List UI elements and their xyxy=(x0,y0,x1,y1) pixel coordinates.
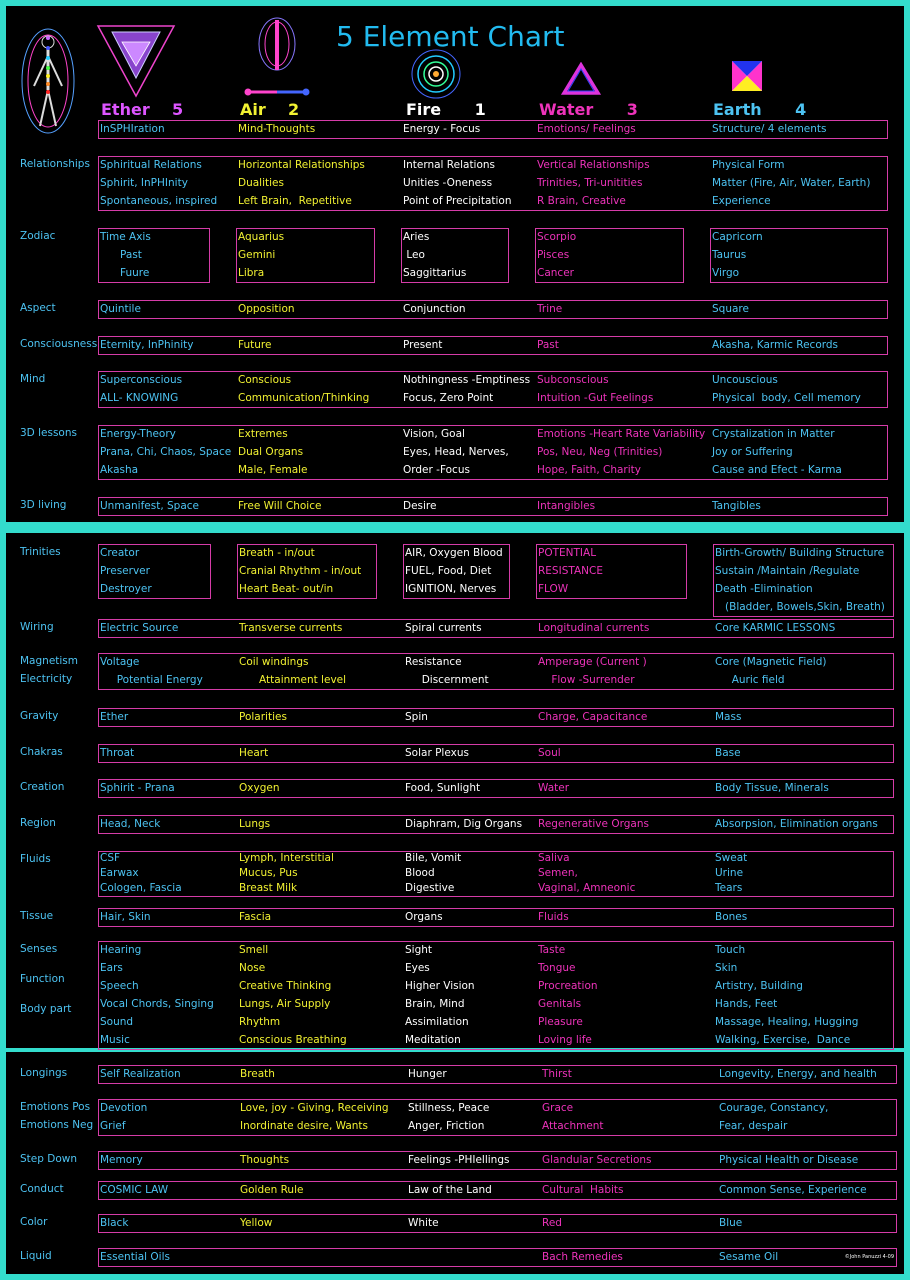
cell-text: Touch xyxy=(715,944,746,956)
cell-text: Matter (Fire, Air, Water, Earth) xyxy=(712,177,871,189)
cell-text: FUEL, Food, Diet xyxy=(405,565,492,577)
cell-text: Vocal Chords, Singing xyxy=(100,998,214,1010)
cell-text: ALL- KNOWING xyxy=(100,392,179,404)
cell-text: Hearing xyxy=(100,944,142,956)
cell-text: Nothingness -Emptiness xyxy=(403,374,531,386)
cell-text: Sphiritual Relations xyxy=(100,159,202,171)
cell-text: Longevity, Energy, and health xyxy=(719,1068,877,1080)
cell-text: Amperage (Current ) xyxy=(538,656,647,668)
cell-text: Skin xyxy=(715,962,738,974)
header-fire xyxy=(406,100,486,119)
cell-text: Taste xyxy=(538,944,566,956)
cell-text: Virgo xyxy=(712,267,740,279)
cell-text: Loving life xyxy=(538,1034,592,1046)
cell-text: Conjunction xyxy=(403,303,466,315)
row-label: Emotions Neg xyxy=(20,1119,94,1131)
cell-text: Polarities xyxy=(239,711,287,723)
cell-text: Red xyxy=(542,1217,562,1229)
cell-text: Akasha xyxy=(100,464,139,476)
cell-text: Golden Rule xyxy=(240,1184,304,1196)
cell-text: Pisces xyxy=(537,249,570,261)
cell-text: Focus, Zero Point xyxy=(403,392,494,404)
cell-text: Music xyxy=(100,1034,130,1046)
row-label: Liquid xyxy=(20,1250,52,1262)
header-air xyxy=(240,100,299,119)
header-earth xyxy=(713,100,806,119)
cell-text: Free Will Choice xyxy=(238,500,322,512)
cell-text: Mucus, Pus xyxy=(239,867,298,879)
cell-text: Absorpsion, Elimination organs xyxy=(715,818,878,830)
cell-text: Earwax xyxy=(100,867,139,879)
row-box xyxy=(98,851,894,897)
cell-text: Bach Remedies xyxy=(542,1251,623,1263)
copyright-note: ©John Panuzzi 4-09 xyxy=(844,1254,894,1260)
cell-text: Superconscious xyxy=(100,374,183,386)
cell-text: Sesame Oil xyxy=(719,1251,779,1263)
cell-text: Longitudinal currents xyxy=(538,622,650,634)
row-label: Emotions Pos xyxy=(20,1101,91,1113)
cell-text: Sweat xyxy=(715,852,748,864)
cell-text: Breast Milk xyxy=(239,882,298,894)
cell-text: Unities -Oneness xyxy=(403,177,493,189)
cell-text: Quintile xyxy=(100,303,141,315)
cell-text: Time Axis xyxy=(100,231,151,243)
cell-text: Procreation xyxy=(538,980,598,992)
cell-text: Tangibles xyxy=(712,500,761,512)
cell-text: Lungs, Air Supply xyxy=(239,998,331,1010)
cell-text: Hope, Faith, Charity xyxy=(537,464,641,476)
cell-text: Essential Oils xyxy=(100,1251,170,1263)
cell-text: Structure/ 4 elements xyxy=(712,123,827,135)
cell-text: Aries xyxy=(403,231,430,243)
cell-text: Devotion xyxy=(100,1102,148,1114)
cell-text: Intuition -Gut Feelings xyxy=(537,392,654,404)
cell-text: Birth-Growth/ Building Structure xyxy=(715,547,885,559)
cell-text: Speech xyxy=(100,980,139,992)
row-label: Chakras xyxy=(20,746,63,758)
element-name: Earth xyxy=(713,100,762,119)
cell-text: Courage, Constancy, xyxy=(719,1102,829,1114)
cell-text: Intangibles xyxy=(537,500,596,512)
cell-text: Fascia xyxy=(239,911,272,923)
row-label: Region xyxy=(20,817,56,829)
row-box xyxy=(98,300,888,319)
cell-text: Trine xyxy=(537,303,563,315)
cell-text: Pleasure xyxy=(538,1016,583,1028)
cell-text: Eternity, InPhinity xyxy=(100,339,194,351)
cell-text: Preserver xyxy=(100,565,150,577)
cell-text: Eyes xyxy=(405,962,430,974)
row-label: Wiring xyxy=(20,621,54,633)
cell-text: Point of Precipitation xyxy=(403,195,512,207)
cell-text: Brain, Mind xyxy=(405,998,465,1010)
cell-text: CSF xyxy=(100,852,121,864)
cell-text: Anger, Friction xyxy=(408,1120,485,1132)
cell-text: Uncouscious xyxy=(712,374,778,386)
cell-text: Body Tissue, Minerals xyxy=(715,782,829,794)
cell-text: Flow -Surrender xyxy=(538,674,635,686)
row-label: Aspect xyxy=(20,302,56,314)
cell-text: AIR, Oxygen Blood xyxy=(405,547,503,559)
cell-text: Voltage xyxy=(100,656,140,668)
cell-text: Destroyer xyxy=(100,583,152,595)
cell-text: Tongue xyxy=(538,962,576,974)
cell-text: Stillness, Peace xyxy=(408,1102,490,1114)
cell-text: Electric Source xyxy=(100,622,179,634)
cell-text: Left Brain, Repetitive xyxy=(238,195,352,207)
cell-text: Conscious xyxy=(238,374,292,386)
row-box xyxy=(98,497,888,516)
cell-text: Thirst xyxy=(542,1068,572,1080)
row-label: Magnetism xyxy=(20,655,79,667)
cell-text: Male, Female xyxy=(238,464,308,476)
cell-text: Memory xyxy=(100,1154,143,1166)
cell-text: Oxygen xyxy=(239,782,280,794)
cell-text: Present xyxy=(403,339,443,351)
cell-text: Digestive xyxy=(405,882,455,894)
cell-text: Soul xyxy=(538,747,561,759)
cell-text: Emotions/ Feelings xyxy=(537,123,636,135)
cell-text: Breath - in/out xyxy=(239,547,315,559)
row-box xyxy=(98,708,894,727)
cell-text: Physical Form xyxy=(712,159,785,171)
row-label: 3D living xyxy=(20,499,67,511)
cell-text: Attainment level xyxy=(239,674,347,686)
cell-text: Thoughts xyxy=(240,1154,290,1166)
cell-text: Hair, Skin xyxy=(100,911,151,923)
cell-text: Lungs xyxy=(239,818,271,830)
cell-text: Nose xyxy=(239,962,266,974)
cell-text: Vaginal, Amneonic xyxy=(538,882,636,894)
cell-text: POTENTIAL xyxy=(538,547,597,559)
cell-text: Cranial Rhythm - in/out xyxy=(239,565,362,577)
element-name: Ether xyxy=(101,100,150,119)
cell-text: Feelings -PHIellings xyxy=(408,1154,510,1166)
cell-text: Spin xyxy=(405,711,428,723)
cell-text: Libra xyxy=(238,267,265,279)
cell-text: Higher Vision xyxy=(405,980,475,992)
header-water xyxy=(539,100,638,119)
element-number: 5 xyxy=(172,100,184,119)
cell-text: Fluids xyxy=(538,911,569,923)
cell-text: Horizontal Relationships xyxy=(238,159,365,171)
row-box xyxy=(98,744,894,763)
cell-text: Saggittarius xyxy=(403,267,467,279)
cell-text: Mass xyxy=(715,711,742,723)
cell-text: RESISTANCE xyxy=(538,565,603,577)
cell-text: Grace xyxy=(542,1102,574,1114)
cell-text: IGNITION, Nerves xyxy=(405,583,497,595)
row-label: Conduct xyxy=(20,1183,64,1195)
row-label: Body part xyxy=(20,1003,72,1015)
cell-text: Auric field xyxy=(715,674,785,686)
cell-text: Death -Elimination xyxy=(715,583,813,595)
cell-text: COSMIC LAW xyxy=(100,1184,169,1196)
row-label: Relationships xyxy=(20,158,90,170)
element-number: 1 xyxy=(474,100,486,119)
cell-text: FLOW xyxy=(538,583,569,595)
row-label: Trinities xyxy=(20,546,61,558)
cell-text: Ether xyxy=(100,711,129,723)
cell-text: Genitals xyxy=(538,998,582,1010)
row-label: Tissue xyxy=(20,910,54,922)
cell-text: Water xyxy=(538,782,570,794)
row-label: 3D lessons xyxy=(20,427,77,439)
cell-text: Taurus xyxy=(712,249,747,261)
row-label: Creation xyxy=(20,781,65,793)
cell-text: Walking, Exercise, Dance xyxy=(715,1034,851,1046)
cell-text: Blue xyxy=(719,1217,743,1229)
cell-text: Hunger xyxy=(408,1068,447,1080)
cell-text: Sphirit, InPHInity xyxy=(100,177,188,189)
cell-text: Common Sense, Experience xyxy=(719,1184,867,1196)
cell-text: Cause and Efect - Karma xyxy=(712,464,842,476)
cell-text: Tears xyxy=(715,882,743,894)
cell-text: Cancer xyxy=(537,267,574,279)
coil-icon xyxy=(242,14,312,100)
cell-text: Dualities xyxy=(238,177,284,189)
cell-text: Dual Organs xyxy=(238,446,304,458)
element-name: Fire xyxy=(406,100,442,119)
page-title: 5 Element Chart xyxy=(336,20,565,53)
cell-text: Black xyxy=(100,1217,129,1229)
cell-text: Throat xyxy=(100,747,135,759)
row-label: Consciousness xyxy=(20,338,98,350)
cell-text: Creator xyxy=(100,547,140,559)
cell-text: Smell xyxy=(239,944,269,956)
row-label: Electricity xyxy=(20,673,73,685)
cell-text: Organs xyxy=(405,911,443,923)
cell-text: Head, Neck xyxy=(100,818,161,830)
row-label: Gravity xyxy=(20,710,59,722)
row-label: Senses xyxy=(20,943,58,955)
spiral-icon xyxy=(406,46,466,102)
cell-text: Akasha, Karmic Records xyxy=(712,339,839,351)
cell-text: Saliva xyxy=(538,852,570,864)
cell-text: Ears xyxy=(100,962,123,974)
cell-text: Coil windings xyxy=(239,656,309,668)
cell-text: Potential Energy xyxy=(100,674,203,686)
cell-text: Heart xyxy=(239,747,269,759)
cell-text: Hands, Feet xyxy=(715,998,778,1010)
cell-text: Spiral currents xyxy=(405,622,482,634)
cell-text: Internal Relations xyxy=(403,159,496,171)
cell-text: Assimilation xyxy=(405,1016,469,1028)
cell-text: Conscious Breathing xyxy=(239,1034,347,1046)
cell-text: Lymph, Interstitial xyxy=(239,852,334,864)
cell-text: Vision, Goal xyxy=(403,428,465,440)
cell-text: Core KARMIC LESSONS xyxy=(715,622,836,634)
cell-text: Attachment xyxy=(542,1120,604,1132)
cell-text: Order -Focus xyxy=(403,464,470,476)
row-label: Function xyxy=(20,973,65,985)
cell-text: Meditation xyxy=(405,1034,461,1046)
cell-text: Scorpio xyxy=(537,231,577,243)
cell-text: Subconscious xyxy=(537,374,609,386)
cell-text: White xyxy=(408,1217,439,1229)
cell-text: Law of the Land xyxy=(408,1184,492,1196)
cell-text: Base xyxy=(715,747,741,759)
cell-text: Cologen, Fascia xyxy=(100,882,182,894)
cell-text: Food, Sunlight xyxy=(405,782,481,794)
cell-text: Yellow xyxy=(240,1217,273,1229)
cell-text: Capricorn xyxy=(712,231,763,243)
cell-text: Crystalization in Matter xyxy=(712,428,835,440)
cell-text: Transverse currents xyxy=(239,622,343,634)
cell-text: Solar Plexus xyxy=(405,747,469,759)
cell-text: Semen, xyxy=(538,867,578,879)
cell-text: Prana, Chi, Chaos, Space xyxy=(100,446,232,458)
cell-text: InSPHIration xyxy=(100,123,165,135)
cell-text: Artistry, Building xyxy=(715,980,803,992)
cell-text: Desire xyxy=(403,500,437,512)
inverted-pyramid-icon xyxy=(96,22,176,98)
cell-text: Sight xyxy=(405,944,433,956)
row-box xyxy=(98,1214,897,1233)
cell-text: Communication/Thinking xyxy=(238,392,370,404)
element-number: 4 xyxy=(795,100,807,119)
cell-text: Trinities, Tri-unitities xyxy=(537,177,643,189)
row-box xyxy=(98,908,894,927)
cell-text: Diaphram, Dig Organs xyxy=(405,818,523,830)
cell-text: Eyes, Head, Nerves, xyxy=(403,446,509,458)
row-label: Mind xyxy=(20,373,46,385)
cell-text: Emotions -Heart Rate Variability xyxy=(537,428,706,440)
cell-text: Joy or Suffering xyxy=(712,446,793,458)
element-name: Air xyxy=(240,100,266,119)
cell-text: Sustain /Maintain /Regulate xyxy=(715,565,860,577)
cell-text: Core (Magnetic Field) xyxy=(715,656,827,668)
cell-text: Discernment xyxy=(405,674,489,686)
cell-text: R Brain, Creative xyxy=(537,195,626,207)
cell-text: Vertical Relationships xyxy=(537,159,650,171)
row-label: Zodiac xyxy=(20,230,56,242)
panel-middle xyxy=(6,533,904,1048)
square-icon xyxy=(732,61,762,91)
cell-text: Resistance xyxy=(405,656,462,668)
header-ether xyxy=(101,100,183,119)
cell-text: Creative Thinking xyxy=(239,980,332,992)
cell-text: Rhythm xyxy=(239,1016,281,1028)
cell-text: Fear, despair xyxy=(719,1120,788,1132)
cell-text: Regenerative Organs xyxy=(538,818,649,830)
cell-text: Mind-Thoughts xyxy=(238,123,316,135)
cell-text: Extremes xyxy=(238,428,288,440)
row-label: Fluids xyxy=(20,853,51,865)
cell-text: Experience xyxy=(712,195,771,207)
cell-text: Love, joy - Giving, Receiving xyxy=(240,1102,389,1114)
cell-text: (Bladder, Bowels,Skin, Breath) xyxy=(715,601,885,613)
cell-text: Blood xyxy=(405,867,435,879)
panel-bottom xyxy=(6,1052,904,1274)
cell-text: Glandular Secretions xyxy=(542,1154,652,1166)
cell-text: Inordinate desire, Wants xyxy=(240,1120,369,1132)
cell-text: Bones xyxy=(715,911,748,923)
cell-text: Future xyxy=(238,339,272,351)
cell-text: Leo xyxy=(403,249,425,261)
cell-text: Spontaneous, inspired xyxy=(100,195,218,207)
row-label: Longings xyxy=(20,1067,68,1079)
element-number: 3 xyxy=(626,100,638,119)
cell-text: Physical body, Cell memory xyxy=(712,392,861,404)
cell-text: Sound xyxy=(100,1016,134,1028)
row-label: Color xyxy=(20,1216,48,1228)
cell-text: Cultural Habits xyxy=(542,1184,624,1196)
cell-text: Heart Beat- out/in xyxy=(239,583,334,595)
cell-text: Gemini xyxy=(238,249,276,261)
cell-text: Breath xyxy=(240,1068,275,1080)
element-name: Water xyxy=(539,100,594,119)
cell-text: Bile, Vomit xyxy=(405,852,462,864)
cell-text: Energy-Theory xyxy=(100,428,176,440)
cell-text: Pos, Neu, Neg (Trinities) xyxy=(537,446,663,458)
cell-text: Self Realization xyxy=(100,1068,181,1080)
cell-text: Square xyxy=(712,303,749,315)
cell-text: Sphirit - Prana xyxy=(100,782,175,794)
cell-text: Massage, Healing, Hugging xyxy=(715,1016,859,1028)
cell-text: Energy - Focus xyxy=(403,123,481,135)
cell-text: Unmanifest, Space xyxy=(100,500,199,512)
cell-text: Urine xyxy=(715,867,744,879)
panel-top xyxy=(6,6,904,522)
row-label: Step Down xyxy=(20,1153,77,1165)
cell-text: Past xyxy=(537,339,559,351)
cell-text: Physical Health or Disease xyxy=(719,1154,859,1166)
cell-text: Past xyxy=(100,249,142,261)
element-number: 2 xyxy=(288,100,300,119)
triangle-icon xyxy=(561,62,601,96)
cell-text: Opposition xyxy=(238,303,295,315)
cell-text: Aquarius xyxy=(238,231,285,243)
cell-text: Grief xyxy=(100,1120,126,1132)
cell-text: Charge, Capacitance xyxy=(538,711,648,723)
cell-text: Fuure xyxy=(100,267,150,279)
human-figure-icon xyxy=(20,26,76,136)
